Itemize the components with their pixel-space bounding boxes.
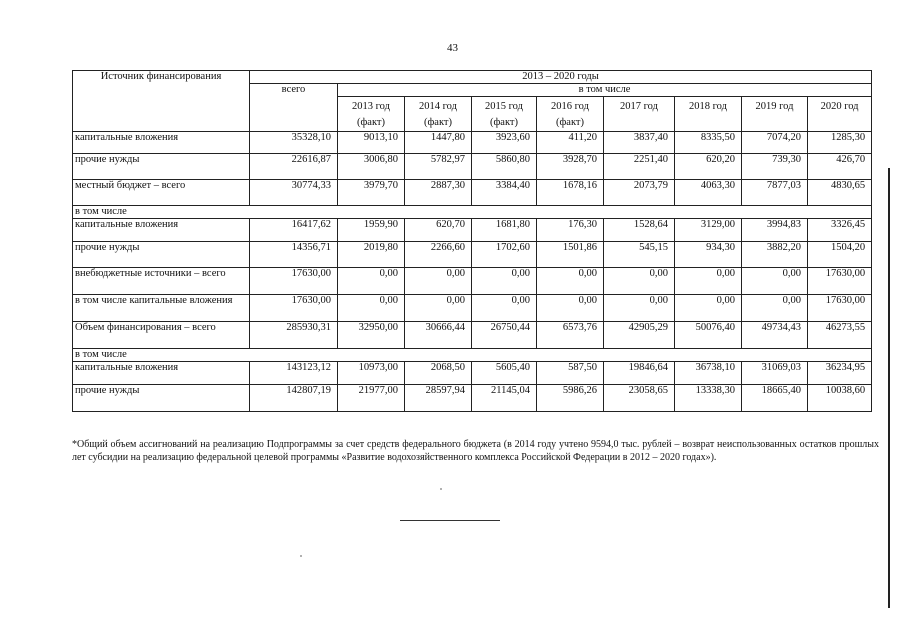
year-header (472, 97, 537, 132)
value-cell: 10038,60 (808, 385, 872, 412)
value-cell: 0,00 (604, 295, 675, 322)
value-cell: 17630,00 (808, 268, 872, 295)
year-header (537, 97, 604, 132)
table-row (73, 322, 872, 349)
table-row (73, 362, 872, 385)
year-header (338, 97, 405, 132)
year-note: (факт) (356, 117, 385, 128)
section-row (73, 206, 872, 219)
row-label: в том числе (73, 206, 250, 219)
value-cell: 0,00 (405, 268, 472, 295)
value-cell: 10973,00 (338, 362, 405, 385)
value-cell: 0,00 (338, 295, 405, 322)
value-cell: 426,70 (808, 154, 872, 180)
period-header: 2013 – 2020 годы (250, 71, 872, 84)
value-cell: 0,00 (604, 268, 675, 295)
value-cell: 3928,70 (537, 154, 604, 180)
value-cell: 2887,30 (405, 180, 472, 206)
value-cell: 8335,50 (675, 132, 742, 154)
table-row (73, 154, 872, 180)
row-label: местный бюджет – всего (73, 180, 250, 206)
value-cell: 42905,29 (604, 322, 675, 349)
value-cell: 3384,40 (472, 180, 537, 206)
row-label: в том числе (73, 349, 250, 362)
value-cell: 26750,44 (472, 322, 537, 349)
value-cell: 176,30 (537, 219, 604, 242)
year-note (810, 117, 869, 129)
year-header (675, 97, 742, 132)
year-header (405, 97, 472, 132)
value-cell: 620,70 (405, 219, 472, 242)
value-cell: 1447,80 (405, 132, 472, 154)
value-cell: 620,20 (675, 154, 742, 180)
total-cell: 142807,19 (250, 385, 338, 412)
total-cell: 285930,31 (250, 322, 338, 349)
row-label: Объем финансирования – всего (73, 322, 250, 349)
value-cell: 9013,10 (338, 132, 405, 154)
year-label: 2016 год (551, 101, 589, 112)
value-cell: 3923,60 (472, 132, 537, 154)
value-cell: 13338,30 (675, 385, 742, 412)
value-cell: 3979,70 (338, 180, 405, 206)
source-header: Источник финансирования (73, 71, 250, 132)
table-row (73, 295, 872, 322)
including-header: в том числе (338, 84, 872, 97)
value-cell: 0,00 (405, 295, 472, 322)
table-row (73, 219, 872, 242)
year-label: 2020 год (820, 101, 859, 112)
total-cell: 14356,71 (250, 242, 338, 268)
value-cell: 46273,55 (808, 322, 872, 349)
row-label: прочие нужды (73, 154, 250, 180)
section-row (73, 349, 872, 362)
value-cell: 1528,64 (604, 219, 675, 242)
total-cell: 22616,87 (250, 154, 338, 180)
year-header (604, 97, 675, 132)
value-cell: 545,15 (604, 242, 675, 268)
row-label: капитальные вложения (73, 132, 250, 154)
year-label: 2017 год (620, 101, 658, 112)
value-cell: 28597,94 (405, 385, 472, 412)
year-note (744, 117, 805, 129)
value-cell: 3006,80 (338, 154, 405, 180)
value-cell: 739,30 (742, 154, 808, 180)
year-note: (факт) (555, 117, 584, 128)
value-cell: 0,00 (675, 295, 742, 322)
row-label: капитальные вложения (73, 362, 250, 385)
value-cell: 3129,00 (675, 219, 742, 242)
table-row (73, 385, 872, 412)
table-row (73, 180, 872, 206)
year-header (808, 97, 872, 132)
value-cell: 49734,43 (742, 322, 808, 349)
year-note: (факт) (423, 117, 452, 128)
value-cell: 2073,79 (604, 180, 675, 206)
total-cell: 16417,62 (250, 219, 338, 242)
value-cell: 934,30 (675, 242, 742, 268)
value-cell: 30666,44 (405, 322, 472, 349)
value-cell: 3882,20 (742, 242, 808, 268)
value-cell: 2266,60 (405, 242, 472, 268)
row-label: прочие нужды (73, 385, 250, 412)
total-header: всего (250, 84, 338, 132)
financing-table (72, 70, 872, 412)
value-cell: 31069,03 (742, 362, 808, 385)
value-cell: 0,00 (472, 295, 537, 322)
value-cell: 7074,20 (742, 132, 808, 154)
value-cell: 17630,00 (808, 295, 872, 322)
row-label: прочие нужды (73, 242, 250, 268)
value-cell: 0,00 (742, 268, 808, 295)
value-cell: 2019,80 (338, 242, 405, 268)
row-label: в том числе капитальные вложения (73, 295, 250, 322)
year-label: 2013 год (352, 101, 390, 112)
value-cell: 3326,45 (808, 219, 872, 242)
value-cell: 1504,20 (808, 242, 872, 268)
footnote: *Общий объем ассигнований на реализацию Подпрограммы за счет средств федерального бюджета (в 2014 году учтено 9594,0 тыс. рублей – возврат неиспользованных остатков прошлых лет субсидии на реализацию федеральной целевой программы «Развитие водохозяйственного комплекса Российской Федерации в 2012 – 2020 годах»). (72, 439, 879, 463)
total-cell: 35328,10 (250, 132, 338, 154)
value-cell: 3994,83 (742, 219, 808, 242)
value-cell: 1681,80 (472, 219, 537, 242)
value-cell: 7877,03 (742, 180, 808, 206)
year-label: 2015 год (485, 101, 523, 112)
value-cell: 19846,64 (604, 362, 675, 385)
total-cell: 17630,00 (250, 295, 338, 322)
total-cell: 143123,12 (250, 362, 338, 385)
value-cell: 5605,40 (472, 362, 537, 385)
value-cell: 18665,40 (742, 385, 808, 412)
row-label: капитальные вложения (73, 219, 250, 242)
year-note: (факт) (489, 117, 518, 128)
value-cell: 4830,65 (808, 180, 872, 206)
value-cell: 1501,86 (537, 242, 604, 268)
year-label: 2018 год (689, 101, 727, 112)
value-cell: 0,00 (537, 268, 604, 295)
value-cell: 0,00 (537, 295, 604, 322)
value-cell: 5782,97 (405, 154, 472, 180)
scan-speck (440, 488, 442, 490)
table-row (73, 268, 872, 295)
page-number: 43 (447, 42, 458, 54)
value-cell: 5860,80 (472, 154, 537, 180)
value-cell: 50076,40 (675, 322, 742, 349)
value-cell: 1285,30 (808, 132, 872, 154)
value-cell: 0,00 (338, 268, 405, 295)
value-cell: 36738,10 (675, 362, 742, 385)
value-cell: 2068,50 (405, 362, 472, 385)
value-cell: 2251,40 (604, 154, 675, 180)
section-fill (250, 206, 872, 219)
year-label: 2014 год (419, 101, 457, 112)
total-cell: 17630,00 (250, 268, 338, 295)
year-label: 2019 год (755, 101, 794, 112)
table-row (73, 132, 872, 154)
separator-rule (400, 520, 500, 521)
section-fill (250, 349, 872, 362)
value-cell: 23058,65 (604, 385, 675, 412)
total-cell: 30774,33 (250, 180, 338, 206)
row-label: внебюджетные источники – всего (73, 268, 250, 295)
value-cell: 3837,40 (604, 132, 675, 154)
value-cell: 0,00 (472, 268, 537, 295)
value-cell: 411,20 (537, 132, 604, 154)
value-cell: 5986,26 (537, 385, 604, 412)
value-cell: 0,00 (742, 295, 808, 322)
value-cell: 4063,30 (675, 180, 742, 206)
table-row (73, 242, 872, 268)
year-header (742, 97, 808, 132)
scan-margin-line (888, 168, 890, 608)
value-cell: 587,50 (537, 362, 604, 385)
value-cell: 1702,60 (472, 242, 537, 268)
value-cell: 36234,95 (808, 362, 872, 385)
value-cell: 1678,16 (537, 180, 604, 206)
value-cell: 6573,76 (537, 322, 604, 349)
value-cell: 21145,04 (472, 385, 537, 412)
scan-speck (300, 555, 302, 557)
value-cell: 1959,90 (338, 219, 405, 242)
value-cell: 32950,00 (338, 322, 405, 349)
year-note (606, 117, 672, 129)
value-cell: 21977,00 (338, 385, 405, 412)
value-cell: 0,00 (675, 268, 742, 295)
year-note (677, 117, 739, 129)
